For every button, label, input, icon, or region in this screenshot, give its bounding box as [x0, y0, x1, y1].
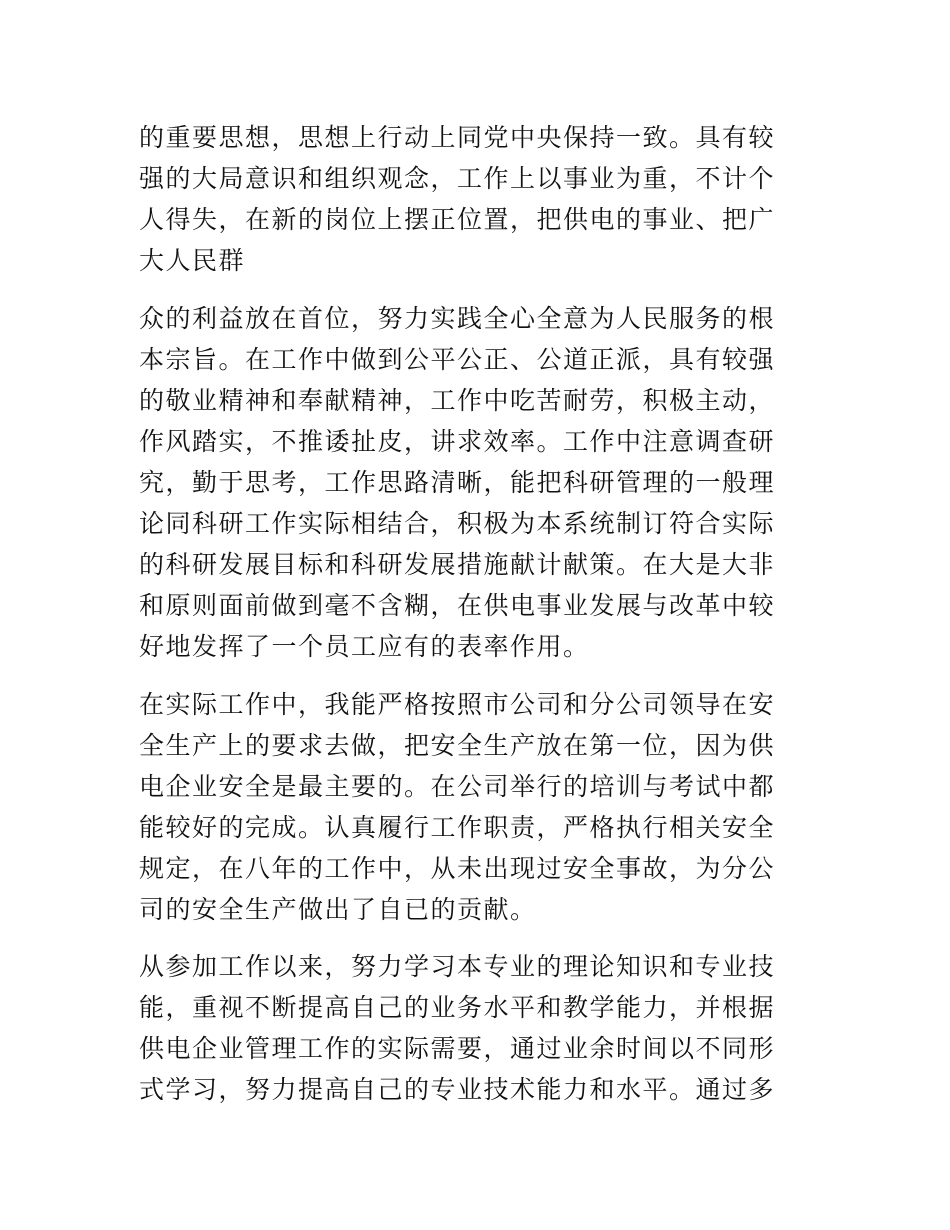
- paragraph-line: 论同科研工作实际相结合，积极为本系统制订符合实际: [139, 509, 776, 538]
- paragraph-line: 究，勤于思考，工作思路清晰，能把科研管理的一般理: [139, 468, 776, 497]
- paragraph-2: [139, 298, 809, 667]
- paragraph-line: 众的利益放在首位，努力实践全心全意为人民服务的根: [139, 304, 776, 333]
- paragraph-line: 和原则面前做到毫不含糊，在供电事业发展与改革中较: [139, 591, 776, 620]
- paragraph-line: 的敬业精神和奉献精神，工作中吃苦耐劳，积极主动，: [139, 386, 776, 415]
- paragraph-line: 全生产上的要求去做，把安全生产放在第一位，因为供: [139, 731, 776, 760]
- paragraph-4: [139, 946, 809, 1110]
- paragraph-3: [139, 684, 809, 930]
- paragraph-line: 能较好的完成。认真履行工作职责，严格执行相关安全: [139, 813, 776, 842]
- paragraph-line: 供电企业管理工作的实际需要，通过业余时间以不同形: [139, 1034, 776, 1063]
- paragraph-line: 本宗旨。在工作中做到公平公正、公道正派，具有较强: [139, 345, 776, 374]
- paragraph-line: 电企业安全是最主要的。在公司举行的培训与考试中都: [139, 772, 776, 801]
- paragraph-line: 好地发挥了一个员工应有的表率作用。: [139, 632, 590, 661]
- paragraph-line: 强的大局意识和组织观念，工作上以事业为重，不计个: [139, 164, 776, 193]
- paragraph-line: 在实际工作中，我能严格按照市公司和分公司领导在安: [139, 690, 776, 719]
- paragraph-line: 能，重视不断提高自己的业务水平和教学能力，并根据: [139, 993, 776, 1022]
- paragraph-line: 从参加工作以来，努力学习本专业的理论知识和专业技: [139, 952, 776, 981]
- paragraph-line: 式学习，努力提高自己的专业技术能力和水平。通过多: [139, 1075, 776, 1104]
- paragraph-line: 作风踏实，不推诿扯皮，讲求效率。工作中注意调查研: [139, 427, 776, 456]
- paragraph-line: 人得失，在新的岗位上摆正位置，把供电的事业、把广: [139, 205, 776, 234]
- paragraph-line: 司的安全生产做出了自已的贡献。: [139, 895, 537, 924]
- paragraph-line: 大人民群: [139, 246, 246, 275]
- paragraph-line: 的重要思想，思想上行动上同党中央保持一致。具有较: [139, 123, 776, 152]
- paragraph-line: 的科研发展目标和科研发展措施献计献策。在大是大非: [139, 550, 776, 579]
- paragraph-line: 规定，在八年的工作中，从未出现过安全事故，为分公: [139, 854, 776, 883]
- paragraph-1: [139, 117, 809, 281]
